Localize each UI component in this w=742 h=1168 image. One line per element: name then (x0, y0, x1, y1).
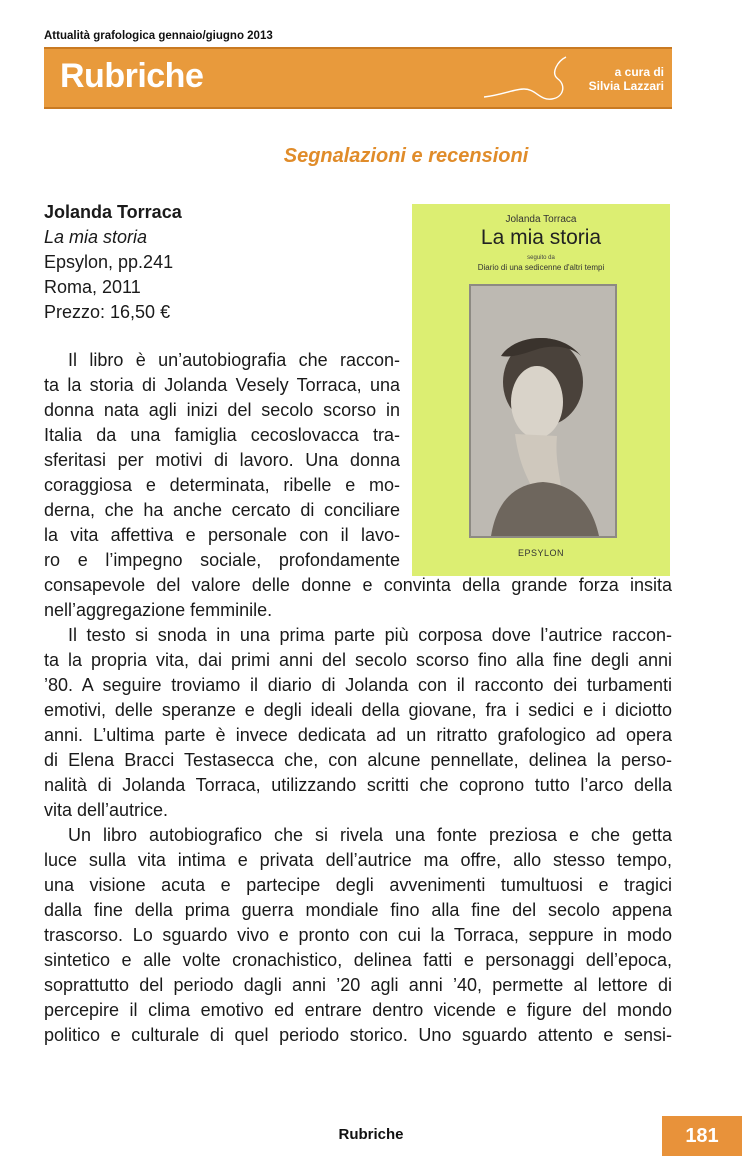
text-line: ta la propria vita, dai primi anni del secolo scorso fino alla fine degli anni (44, 650, 672, 670)
text-line: emotivi, delle speranze e degli ideali della giovane, fra i sedici e i diciotto (44, 700, 672, 720)
text-line: ro e l’impegno sociale, profondamente (44, 550, 400, 570)
text-line: Un libro autobiografico che si rivela una fonte preziosa e che getta (68, 825, 672, 845)
cover-publisher: EPSYLON (517, 548, 565, 558)
text-line: dalla fine della prima guerra mondiale fino alla fine del secolo appena (44, 900, 672, 920)
text-line: vita dell’autrice. (44, 800, 169, 820)
book-place-year: Roma, 2011 (44, 277, 141, 297)
swirl-ornament-icon (484, 49, 584, 107)
text-line: Italia da una famiglia cecoslovacca tra- (44, 425, 400, 445)
text-line: nalità di Jolanda Torraca, utilizzando scritti che coprono tutto l’arco della (44, 775, 672, 795)
curator-name: Silvia Lazzari (588, 79, 664, 93)
text-line: consapevole del valore delle donne e convinta della grande forza insita (44, 575, 672, 595)
text-line: percepire il clima emotivo ed entrare dentro vicende e figure del mondo (44, 1000, 672, 1020)
text-line: coraggiosa e determinata, ribelle e mo- (44, 475, 400, 495)
text-line: donna nata agli inizi del secolo scorso in (44, 400, 400, 420)
cover-subtitle-detail: Diario di una sedicenne d'altri tempi (477, 263, 605, 272)
text-line: una visione acuta e partecipe degli avvenimenti tumultuosi e tragici (44, 875, 672, 895)
text-line: politico e culturale di quel periodo storico. Uno sguardo attento e sensi- (44, 1025, 672, 1045)
page-number: 181 (662, 1116, 742, 1156)
section-title: Segnalazioni e recensioni (283, 145, 529, 167)
curator-label: a cura di (614, 65, 664, 79)
cover-title: La mia storia (480, 226, 602, 249)
journal-header: Attualità grafologica gennaio/giugno 2013 (44, 30, 273, 42)
text-line: soprattutto del periodo dagli anni ’20 agli anni ’40, permette al lettore di (44, 975, 672, 995)
text-line: ’80. A seguire troviamo il diario di Jolanda con il racconto dei turbamenti (44, 675, 672, 695)
cover-author: Jolanda Torraca (505, 214, 577, 225)
text-line: Il testo si snoda in una prima parte più corposa dove l’autrice raccon- (68, 625, 672, 645)
footer-section-label: Rubriche (338, 1126, 404, 1143)
cover-subtitle: seguito da (527, 255, 555, 261)
banner-curator (589, 65, 664, 93)
text-line: di Elena Bracci Testasecca che, con alcune pennellate, delinea la perso- (44, 750, 672, 770)
text-line: trascorso. Lo sguardo vivo e pronto con cui la Torraca, seppure in modo (44, 925, 672, 945)
banner-title: Rubriche (60, 57, 204, 95)
text-line: sferitasi per motivi di lavoro. Una donna (44, 450, 400, 470)
text-line: sintetico e alle volte cronachistico, delinea fatti e personaggi dell’epoca, (44, 950, 672, 970)
book-publisher: Epsylon, pp.241 (44, 252, 174, 272)
book-price: Prezzo: 16,50 € (44, 302, 171, 322)
text-line: anni. L’ultima parte è invece dedicata ad un ritratto grafologico ad opera (44, 725, 672, 745)
text-line: ta la storia di Jolanda Vesely Torraca, una (44, 375, 400, 395)
text-line: Il libro è un’autobiografia che raccon- (68, 350, 400, 370)
book-details (44, 200, 182, 325)
section-banner (44, 47, 672, 109)
book-author: Jolanda Torraca (44, 202, 182, 222)
text-line: la vita affettiva e personale con il lavo- (44, 525, 400, 545)
text-line: nell’aggregazione femminile. (44, 600, 273, 620)
book-title: La mia storia (44, 227, 148, 247)
text-line: luce sulla vita intima e privata dell’autrice ma offre, allo stesso tempo, (44, 850, 672, 870)
text-line: derna, che ha anche cercato di conciliare (44, 500, 400, 520)
review-body (44, 348, 672, 1048)
